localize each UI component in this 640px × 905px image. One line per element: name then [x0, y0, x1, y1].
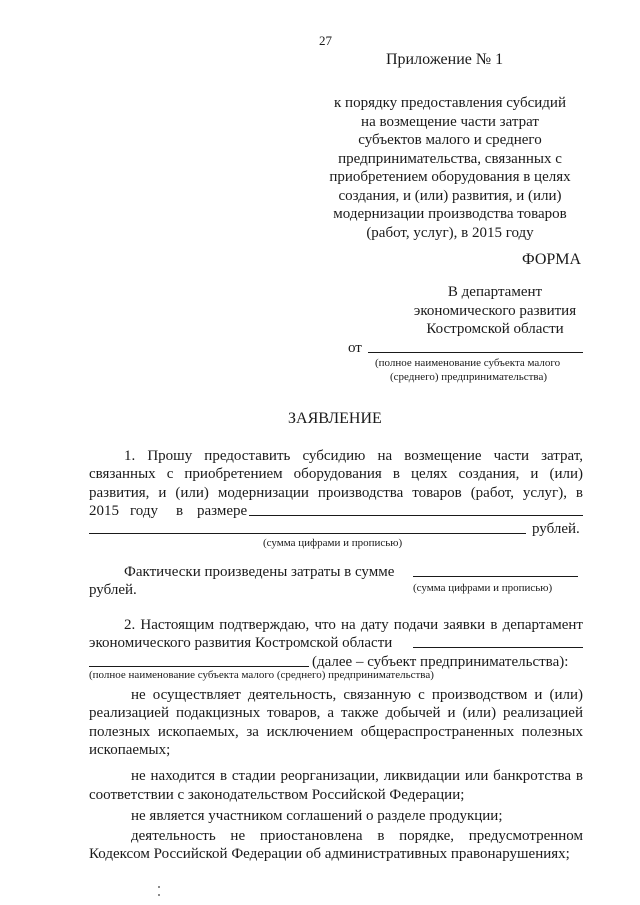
currency-label: рублей. [532, 521, 580, 537]
applicant-caption: (среднего) предпринимательства) [390, 371, 548, 383]
scan-speck [158, 894, 160, 896]
applicant-caption: (полное наименование субъекта малого [375, 357, 561, 369]
condition-line: полезных ископаемых, за исключением общераспространенных полезных [89, 724, 583, 740]
appendix-line: приобретением оборудования в целях [329, 169, 571, 185]
paragraph-line: связанных с приобретением оборудования в целях создания, и (или) [89, 466, 583, 482]
appendix-line: на возмещение части затрат [361, 114, 539, 130]
condition-line: соответствии с законодательством Российской Федерации; [89, 787, 465, 803]
appendix-line: предпринимательства, связанных с [338, 151, 562, 167]
word-text: размере [197, 503, 248, 519]
appendix-line: модернизации производства товаров [333, 206, 567, 222]
actual-costs-field[interactable] [413, 576, 578, 577]
condition-line: деятельность не приостановлена в порядке, предусмотренном [131, 828, 583, 844]
addressee-line: экономического развития [413, 303, 577, 319]
paragraph-line: развития, и (или) модернизации производства товаров (работ, услуг), в [89, 485, 583, 501]
amount-field-continued[interactable] [89, 533, 526, 534]
amount-caption: (сумма цифрами и прописью) [263, 537, 403, 549]
form-label: ФОРМА [522, 251, 582, 268]
condition-line: реализацией подакцизных товаров, а также добычей и (или) реализацией [89, 705, 583, 721]
paragraph-line: 2. Настоящим подтверждаю, что на дату подачи заявки в департамент [124, 617, 583, 633]
appendix-title: Приложение № 1 [386, 51, 504, 68]
entity-caption: (полное наименование субъекта малого (среднего) предпринимательства) [89, 669, 434, 681]
condition-line: не является участником соглашений о разделе продукции; [131, 808, 503, 824]
amount-field[interactable] [249, 515, 583, 516]
entity-name-field-continued[interactable] [89, 666, 309, 667]
appendix-line: к порядку предоставления субсидий [334, 95, 566, 111]
word-text: в [176, 503, 184, 519]
condition-line: ископаемых; [89, 742, 171, 758]
appendix-line: субъектов малого и среднего [358, 132, 542, 148]
year-text: 2015 [89, 503, 119, 519]
document-heading: ЗАЯВЛЕНИЕ [288, 410, 382, 427]
addressee-line: Костромской области [426, 321, 564, 337]
actual-costs-text: Фактически произведены затраты в сумме [124, 564, 395, 580]
paragraph-line: 1. Прошу предоставить субсидию на возмещение части затрат, [124, 448, 583, 464]
paragraph-line: экономического развития Костромской области [89, 635, 393, 651]
scan-speck [158, 886, 160, 888]
actual-costs-caption: (сумма цифрами и прописью) [413, 582, 553, 594]
actual-costs-currency: рублей. [89, 582, 137, 598]
addressee-line: В департамент [447, 284, 543, 300]
condition-line: Кодексом Российской Федерации об административных правонарушениях; [89, 846, 570, 862]
entity-name-field[interactable] [413, 647, 583, 648]
word-text: году [130, 503, 158, 519]
appendix-line: (работ, услуг), в 2015 году [366, 225, 534, 241]
appendix-line: создания, и (или) развития, и (или) [338, 188, 562, 204]
condition-line: не находится в стадии реорганизации, ликвидации или банкротства в [131, 768, 583, 784]
entity-further-label: (далее – субъект предпринимательства): [312, 654, 569, 670]
applicant-name-field[interactable] [368, 352, 583, 353]
condition-line: не осуществляет деятельность, связанную с производством и (или) [131, 687, 583, 703]
page-number: 27 [319, 33, 332, 48]
from-label: от [348, 340, 362, 356]
